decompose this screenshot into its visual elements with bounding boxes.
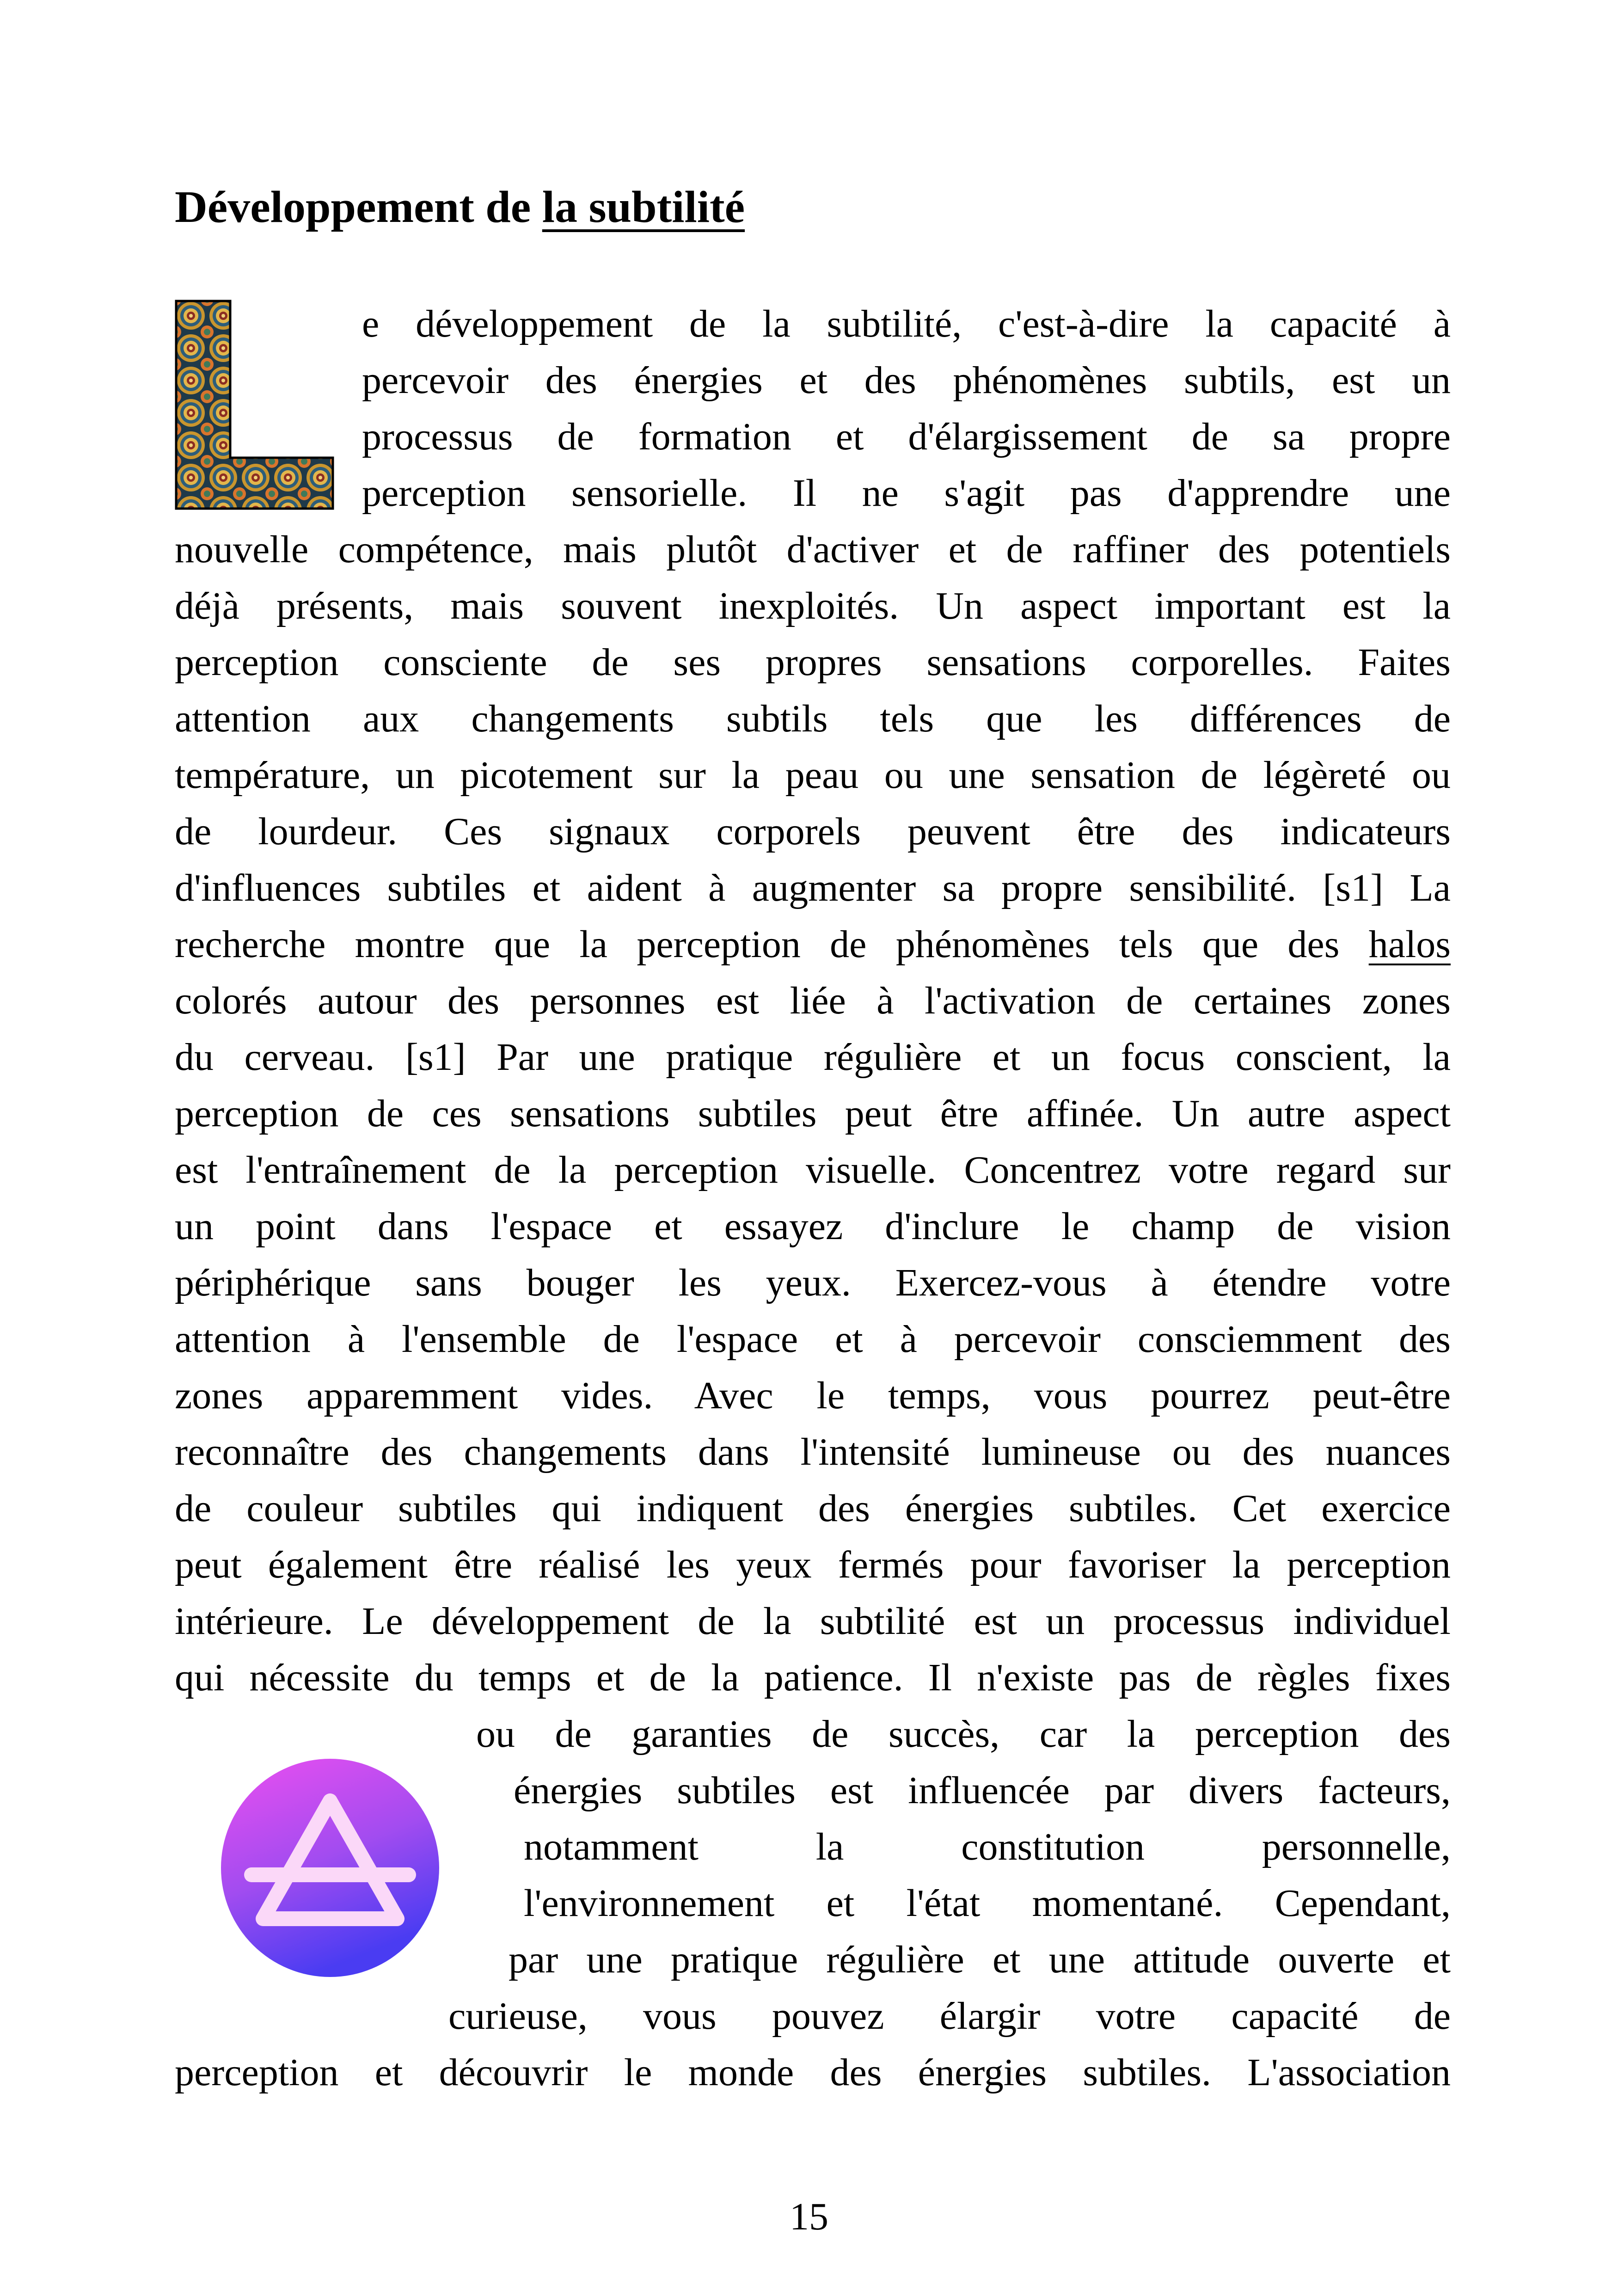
paragraph-line: reconnaître des changements dans l'intensité lumineuse ou des nuances (175, 1430, 1451, 1473)
paragraph-line: zones apparemment vides. Avec le temps, vous pourrez peut-être (175, 1374, 1451, 1417)
paragraph-line: est l'entraînement de la perception visuelle. Concentrez votre regard sur (175, 1148, 1451, 1191)
alchemical-triangle-icon (219, 1757, 441, 1979)
paragraph-line: attention aux changements subtils tels que les différences de (175, 697, 1451, 740)
paragraph-line-text: recherche montre que la perception de phénomènes tels que des (175, 923, 1369, 966)
section-title-underlined: la subtilité (542, 182, 745, 232)
paragraph-line (175, 916, 1451, 973)
paragraph-line: curieuse, vous pouvez élargir votre capacité de (448, 1995, 1451, 2038)
page-number: 15 (790, 2195, 828, 2238)
paragraph-line: périphérique sans bouger les yeux. Exercez-vous à étendre votre (175, 1261, 1451, 1304)
paragraph-line: colorés autour des personnes est liée à l'activation de certaines zones (175, 979, 1451, 1022)
paragraph-line: un point dans l'espace et essayez d'inclure le champ de vision (175, 1205, 1451, 1248)
paragraph-line: énergies subtiles est influencée par divers facteurs, (514, 1769, 1451, 1812)
section-title (175, 175, 745, 239)
paragraph-line: de lourdeur. Ces signaux corporels peuvent être des indicateurs (175, 810, 1451, 853)
drop-cap-l (175, 300, 334, 510)
paragraph-line: déjà présents, mais souvent inexploités. Un aspect important est la (175, 584, 1451, 627)
paragraph-line: perception sensorielle. Il ne s'agit pas d'apprendre une (362, 472, 1451, 515)
paragraph-line: d'influences subtiles et aident à augmenter sa propre sensibilité. [s1] La (175, 866, 1451, 909)
paragraph-line: notamment la constitution personnelle, (524, 1825, 1451, 1868)
paragraph-line: perception de ces sensations subtiles peut être affinée. Un autre aspect (175, 1092, 1451, 1135)
paragraph-line: perception consciente de ses propres sensations corporelles. Faites (175, 641, 1451, 684)
paragraph-line: par une pratique régulière et une attitude ouverte et (509, 1938, 1451, 1981)
paragraph-line: qui nécessite du temps et de la patience. Il n'existe pas de règles fixes (175, 1656, 1451, 1699)
paragraph-line: intérieure. Le développement de la subtilité est un processus individuel (175, 1600, 1451, 1643)
paragraph-line: de couleur subtiles qui indiquent des énergies subtiles. Cet exercice (175, 1487, 1451, 1530)
paragraph-line: e développement de la subtilité, c'est-à-dire la capacité à (362, 302, 1451, 345)
halos-link[interactable]: halos (1368, 923, 1451, 966)
paragraph-line: température, un picotement sur la peau ou une sensation de légèreté ou (175, 754, 1451, 797)
paragraph-line: du cerveau. [s1] Par une pratique régulière et un focus conscient, la (175, 1036, 1451, 1079)
section-title-prefix: Développement de (175, 182, 542, 232)
paragraph-line: perception et découvrir le monde des énergies subtiles. L'association (175, 2051, 1451, 2094)
paragraph-line: nouvelle compétence, mais plutôt d'activer et de raffiner des potentiels (175, 528, 1451, 571)
paragraph-line: peut également être réalisé les yeux fermés pour favoriser la perception (175, 1543, 1451, 1586)
paragraph-line: percevoir des énergies et des phénomènes subtils, est un (362, 359, 1451, 402)
paragraph-line: processus de formation et d'élargissement de sa propre (362, 415, 1451, 458)
paragraph-line: attention à l'ensemble de l'espace et à percevoir consciemment des (175, 1318, 1451, 1361)
paragraph-line: l'environnement et l'état momentané. Cependant, (524, 1882, 1451, 1925)
paragraph-line: ou de garanties de succès, car la perception des (476, 1713, 1451, 1756)
